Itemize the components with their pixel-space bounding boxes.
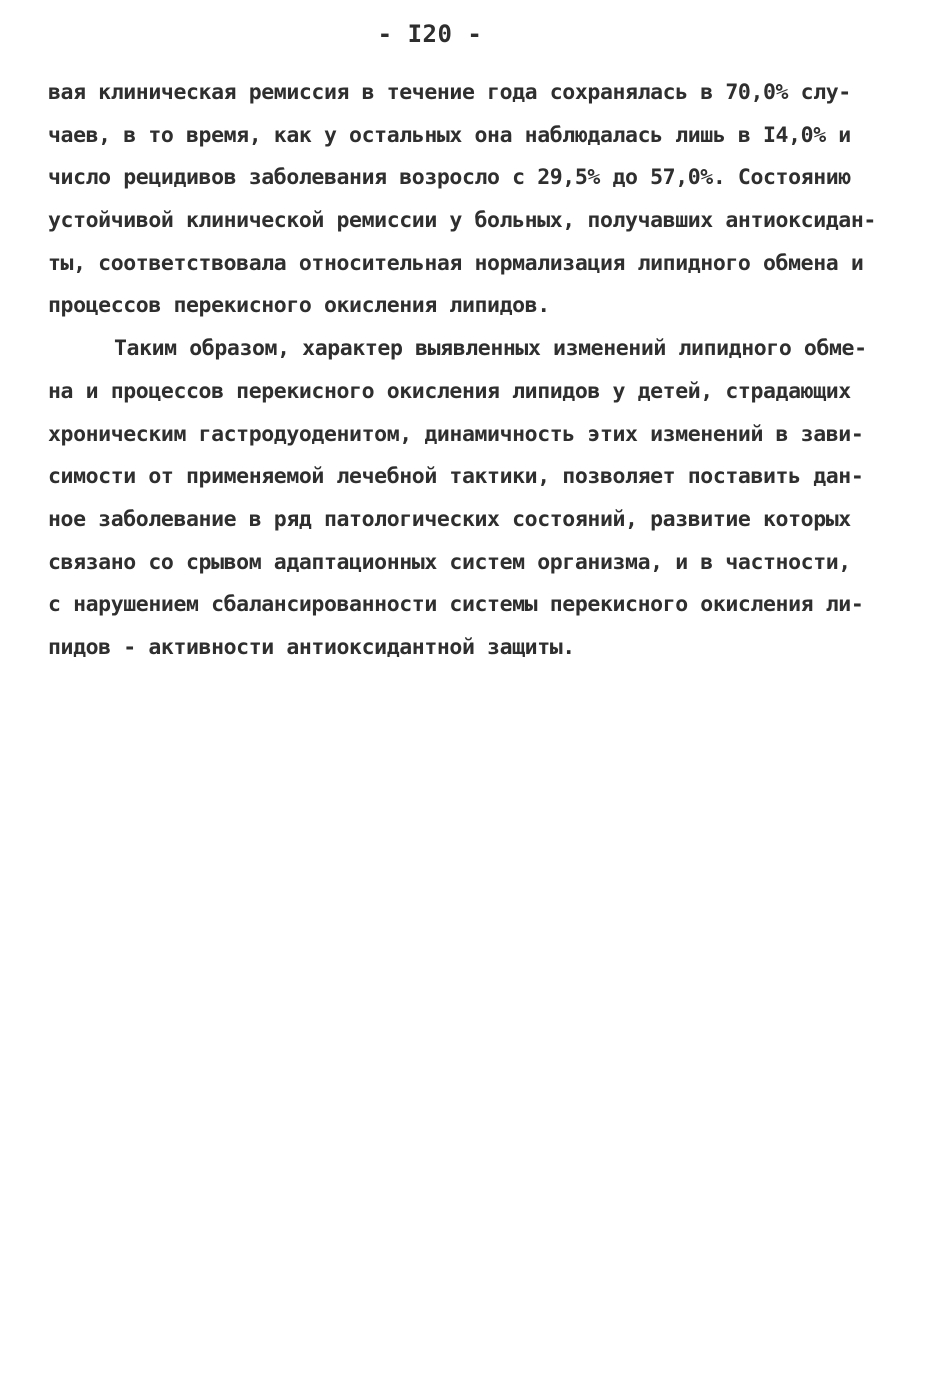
- text-line: процессов перекисного окисления липидов.: [48, 293, 550, 319]
- text-line: устойчивой клинической ремиссии у больных, получавших антиоксидан-: [48, 208, 876, 234]
- text-line: чаев, в то время, как у остальных она наблюдалась лишь в I4,0% и: [48, 122, 851, 148]
- paragraph-2: [48, 328, 898, 670]
- text-line: симости от применяемой лечебной тактики, позволяет поставить дан-: [48, 464, 864, 490]
- text-line: на и процессов перекисного окисления липидов у детей, страдающих: [48, 378, 851, 404]
- text-line: хроническим гастродуоденитом, динамичность этих изменений в зави-: [48, 421, 864, 447]
- body-text: [48, 72, 898, 670]
- text-line: число рецидивов заболевания возросло с 29,5% до 57,0%. Состоянию: [48, 165, 851, 191]
- text-line: пидов - активности антиоксидантной защиты.: [48, 634, 575, 660]
- paragraph-1: [48, 72, 898, 328]
- text-line: связано со срывом адаптационных систем организма, и в частности,: [48, 549, 851, 575]
- text-line: Таким образом, характер выявленных изменений липидного обме-: [114, 336, 867, 362]
- text-line: с нарушением сбалансированности системы перекисного окисления ли-: [48, 592, 864, 618]
- text-line: ты, соответствовала относительная нормализация липидного обмена и: [48, 250, 864, 276]
- text-line: ное заболевание в ряд патологических состояний, развитие которых: [48, 506, 851, 532]
- text-line: вая клиническая ремиссия в течение года сохранялась в 70,0% слу-: [48, 80, 851, 105]
- page-number: - I20 -: [377, 20, 483, 48]
